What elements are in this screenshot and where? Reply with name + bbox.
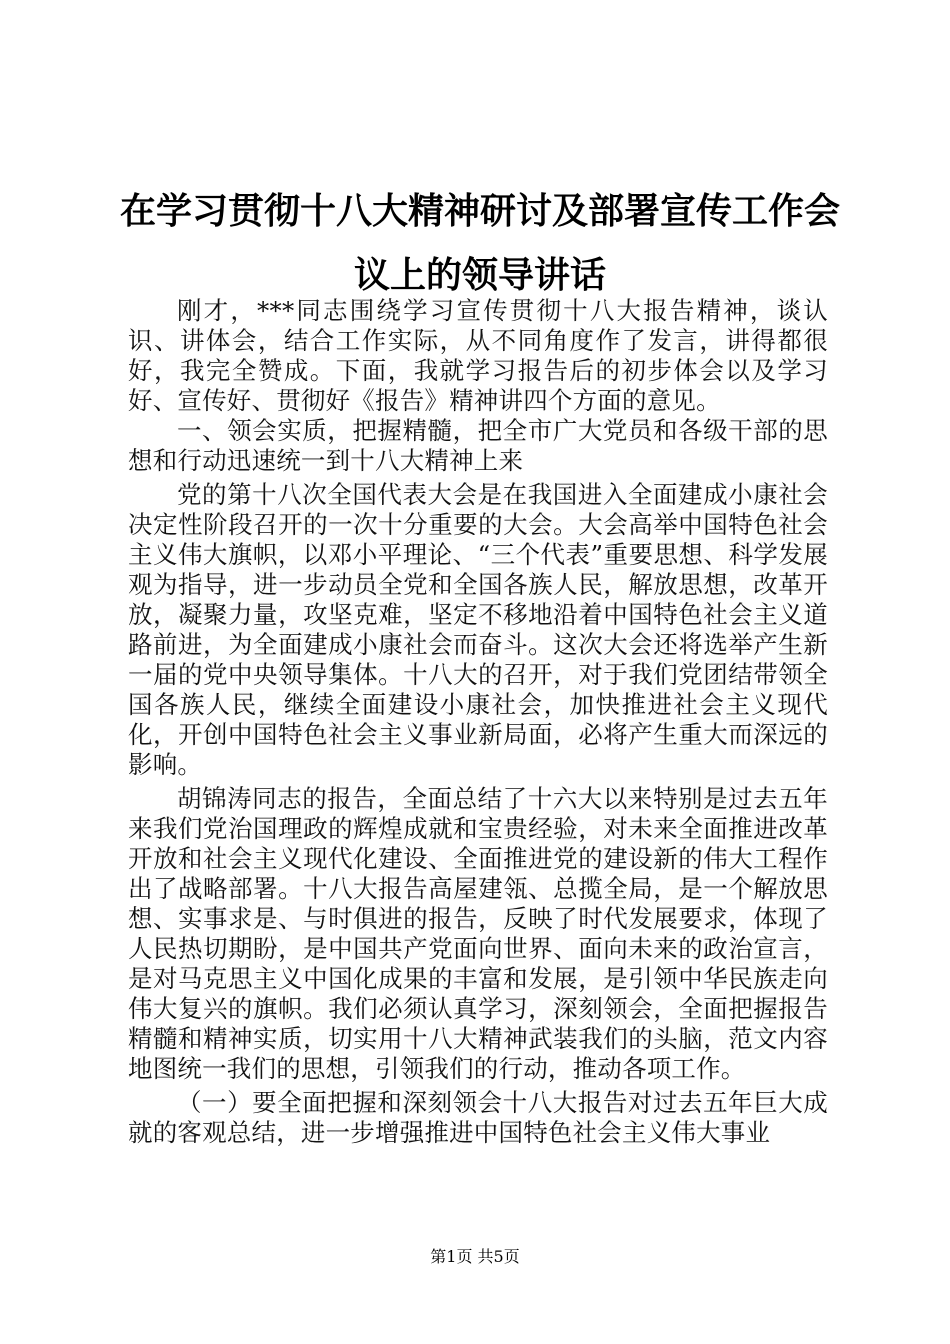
paragraph-subsection: （一）要全面把握和深刻领会十八大报告对过去五年巨大成就的客观总结，进一步增强推进中国特色社会主义伟大事业 [128, 1088, 828, 1147]
title-line-1: 在学习贯彻十八大精神研讨及部署宣传工作会 [119, 190, 840, 232]
document-title [110, 182, 850, 304]
paragraph-opening: 刚才，***同志围绕学习宣传贯彻十八大报告精神，谈认识、讲体会，结合工作实际，从不同角度作了发言，讲得都很好，我完全赞成。下面，我就学习报告后的初步体会以及学习好、宣传好、贯彻好《报告》精神讲四个方面的意见。 [128, 296, 828, 415]
document-body [128, 296, 828, 1148]
title-line-2: 议上的领导讲话 [353, 254, 606, 296]
page-number-footer: 第1页 共5页 [430, 1247, 520, 1266]
paragraph-report: 胡锦涛同志的报告，全面总结了十六大以来特别是过去五年来我们党治国理政的辉煌成就和宝贵经验，对未来全面推进改革开放和社会主义现代化建设、全面推进党的建设新的伟大工程作出了战略部署。十八大报告高屋建瓴、总揽全局，是一个解放思想、实事求是、与时俱进的报告，反映了时代发展要求，体现了人民热切期盼，是中国共产党面向世界、面向未来的政治宣言，是对马克思主义中国化成果的丰富和发展，是引领中华民族走向伟大复兴的旗帜。我们必须认真学习，深刻领会，全面把握报告精髓和精神实质，切实用十八大精神武装我们的头脑，范文内容地图统一我们的思想，引领我们的行动，推动各项工作。 [128, 784, 828, 1083]
paragraph-congress: 党的第十八次全国代表大会是在我国进入全面建成小康社会决定性阶段召开的一次十分重要的大会。大会高举中国特色社会主义伟大旗帜，以邓小平理论、“三个代表”重要思想、科学发展观为指导，进一步动员全党和全国各族人民，解放思想，改革开放，凝聚力量，攻坚克难，坚定不移地沿着中国特色社会主义道路前进，为全面建成小康社会而奋斗。这次大会还将选举产生新一届的党中央领导集体。十八大的召开，对于我们党团结带领全国各族人民，继续全面建设小康社会，加快推进社会主义现代化，开创中国特色社会主义事业新局面，必将产生重大而深远的影响。 [128, 480, 828, 779]
paragraph-section-heading: 一、领会实质，把握精髓，把全市广大党员和各级干部的思想和行动迅速统一到十八大精神上来 [128, 416, 828, 475]
